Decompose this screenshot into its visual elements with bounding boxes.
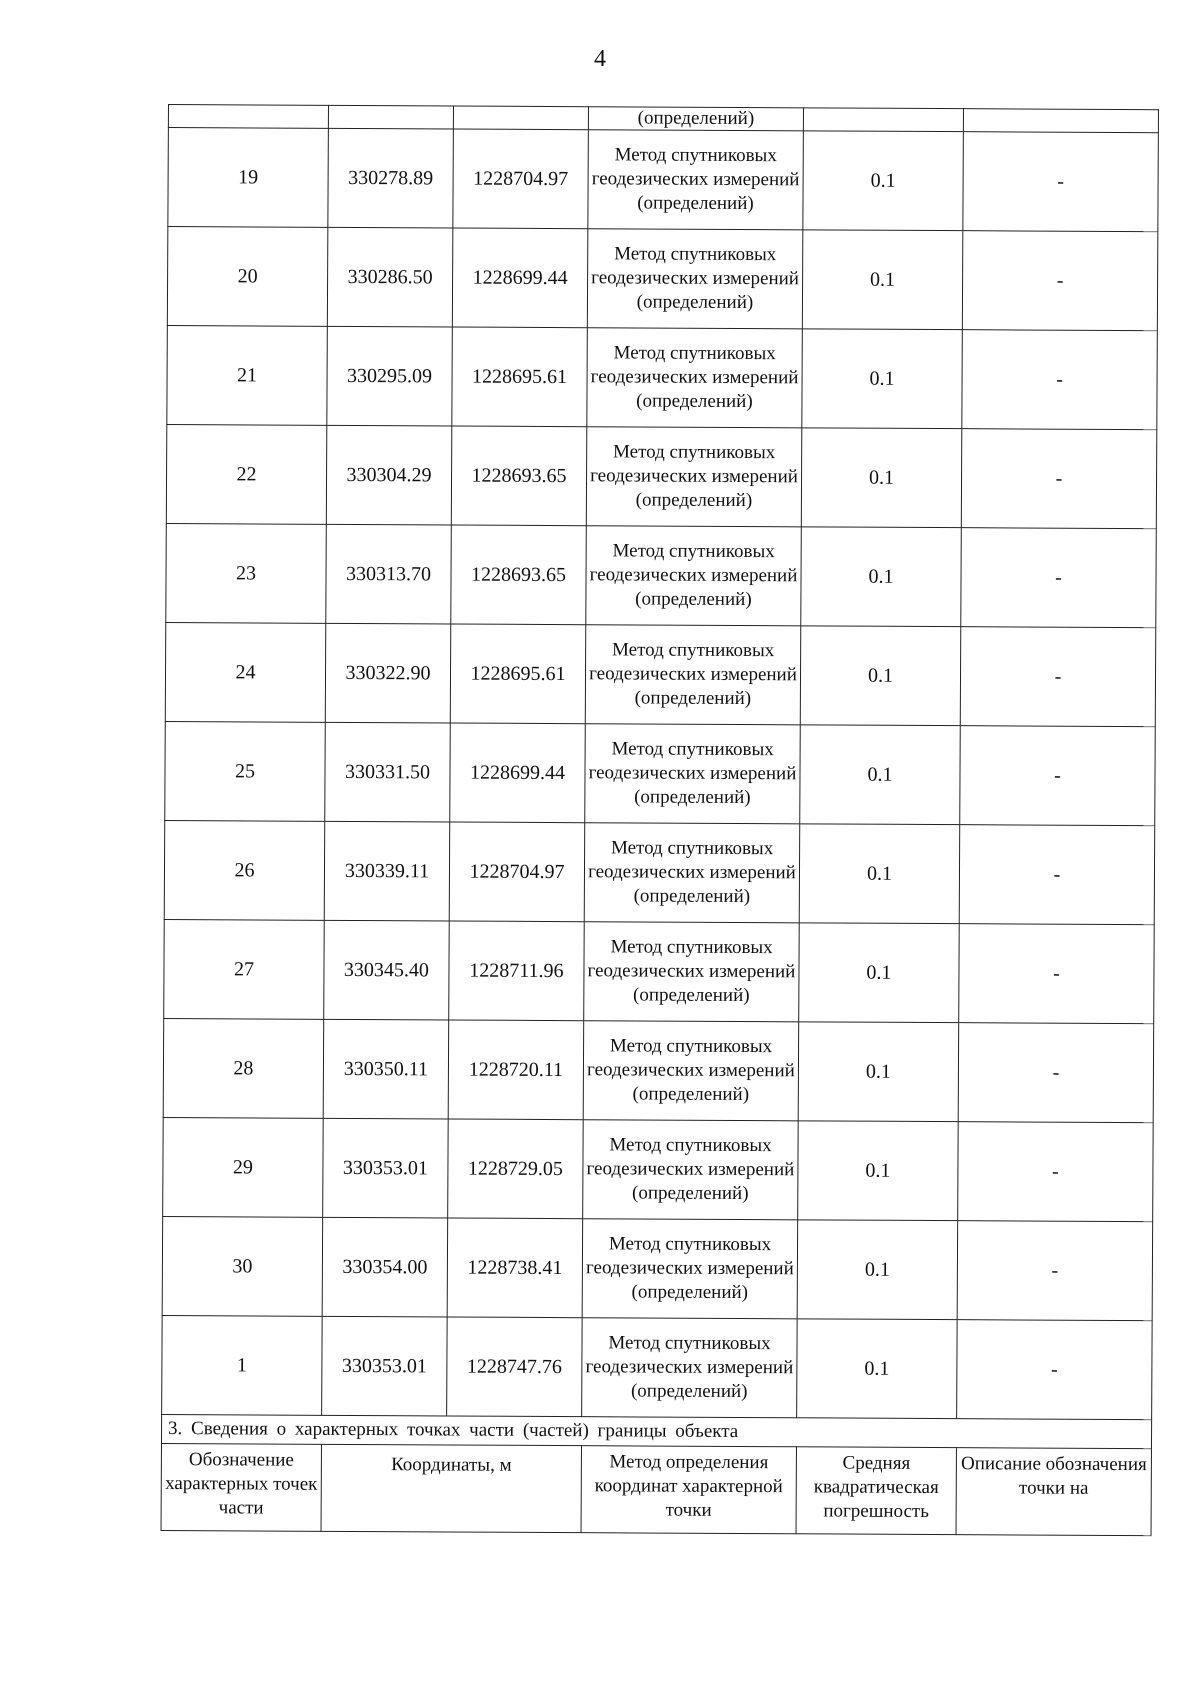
table-row [167, 325, 1158, 429]
method-cell: Метод спутниковых геодезических измерений (определений) [583, 1120, 799, 1220]
coord-x: 330339.11 [324, 821, 450, 921]
method-cell: Метод спутниковых геодезических измерений (определений) [585, 724, 801, 824]
point-number: 21 [167, 325, 328, 425]
coord-y: 1228747.76 [447, 1317, 583, 1417]
method-cell: Метод спутниковых геодезических измерений (определений) [586, 526, 802, 626]
coord-x: 330304.29 [326, 425, 452, 525]
coord-y: 1228695.61 [452, 327, 588, 427]
error-cell: 0.1 [803, 131, 964, 231]
method-cell: Метод спутниковых геодезических измерений (определений) [585, 625, 801, 725]
description-cell: - [962, 231, 1158, 331]
coord-y: 1228699.44 [452, 228, 588, 328]
coord-x: 330278.89 [328, 128, 454, 228]
section-3-title: 3. Сведения о характерных точках части (частей) границы объекта [161, 1414, 1151, 1448]
coord-y: 1228704.97 [453, 129, 589, 229]
method-cell: Метод спутниковых геодезических измерений (определений) [584, 823, 800, 923]
table-cell [963, 109, 1158, 133]
point-number: 26 [164, 820, 325, 920]
error-cell: 0.1 [799, 824, 960, 924]
point-number: 24 [165, 622, 326, 722]
table-cell [803, 108, 963, 132]
error-cell: 0.1 [797, 1319, 958, 1419]
table-row [163, 1117, 1154, 1221]
description-cell: - [961, 528, 1157, 628]
coord-y: 1228693.65 [451, 525, 587, 625]
error-cell: 0.1 [801, 527, 962, 627]
description-cell: - [963, 132, 1159, 232]
error-cell: 0.1 [798, 1121, 959, 1221]
coord-y: 1228695.61 [450, 624, 586, 724]
description-cell: - [961, 429, 1157, 529]
table-row [166, 424, 1157, 528]
coord-y: 1228729.05 [448, 1119, 584, 1219]
error-cell: 0.1 [802, 230, 963, 330]
point-number: 27 [164, 919, 325, 1019]
coordinates-table [161, 104, 1159, 1536]
method-cell: Метод спутниковых геодезических измерений (определений) [582, 1219, 798, 1319]
description-cell: - [962, 330, 1158, 430]
coord-x: 330354.00 [322, 1217, 448, 1317]
error-cell: 0.1 [798, 1022, 959, 1122]
table-row [163, 1018, 1154, 1122]
description-cell: - [958, 1122, 1154, 1222]
point-number: 28 [163, 1018, 324, 1118]
coord-y: 1228704.97 [449, 822, 585, 922]
table-row [164, 820, 1155, 924]
description-cell: - [957, 1320, 1153, 1420]
method-cell: Метод спутниковых геодезических измерений (определений) [587, 328, 803, 428]
point-number: 22 [166, 424, 327, 524]
error-cell: 0.1 [799, 923, 960, 1023]
coord-y: 1228699.44 [450, 723, 586, 823]
coord-y: 1228738.41 [447, 1218, 583, 1318]
point-number: 25 [165, 721, 326, 821]
point-number: 1 [162, 1315, 323, 1415]
table-row [162, 1216, 1153, 1320]
method-cell: Метод спутниковых геодезических измерений (определений) [584, 922, 800, 1022]
coord-x: 330350.11 [323, 1019, 449, 1119]
error-cell: 0.1 [800, 725, 961, 825]
method-cell: Метод спутниковых геодезических измерений (определений) [588, 130, 804, 230]
point-number: 20 [167, 227, 328, 327]
table-row [165, 721, 1156, 825]
header-error: Средняя квадратическая погрешность [796, 1447, 956, 1535]
coord-x: 330286.50 [327, 227, 453, 327]
header-coords: Координаты, м [321, 1444, 581, 1532]
coord-x: 330353.01 [322, 1316, 448, 1416]
table-row [162, 1315, 1153, 1419]
coordinates-table-sheet [161, 104, 1158, 1536]
section-3-header-row [161, 1443, 1151, 1535]
header-desc: Описание обозначения точки на [956, 1448, 1151, 1536]
error-cell: 0.1 [802, 329, 963, 429]
page-number: 4 [594, 46, 606, 72]
table-row [168, 128, 1159, 232]
description-cell: - [957, 1221, 1153, 1321]
coord-x: 330345.40 [324, 920, 450, 1020]
table-cell [453, 106, 588, 130]
table-cell [328, 105, 453, 129]
error-cell: 0.1 [801, 428, 962, 528]
table-row [167, 227, 1158, 331]
section-3-body [161, 1414, 1152, 1535]
header-method: Метод определения координат характерной точки [581, 1446, 796, 1534]
coord-x: 330353.01 [323, 1118, 449, 1218]
method-cell: Метод спутниковых геодезических измерений (определений) [587, 229, 803, 329]
point-number: 23 [166, 523, 327, 623]
error-cell: 0.1 [800, 626, 961, 726]
continuation-text: (определений) [588, 107, 803, 131]
coord-x: 330322.90 [325, 623, 451, 723]
coord-x: 330331.50 [325, 722, 451, 822]
coord-x: 330313.70 [326, 524, 452, 624]
table-row [164, 919, 1155, 1023]
description-cell: - [959, 825, 1155, 925]
description-cell: - [960, 726, 1156, 826]
description-cell: - [960, 627, 1156, 727]
method-cell: Метод спутниковых геодезических измерений (определений) [583, 1021, 799, 1121]
method-cell: Метод спутниковых геодезических измерений (определений) [586, 427, 802, 527]
table-row [165, 622, 1156, 726]
table-row [166, 523, 1157, 627]
method-cell: Метод спутниковых геодезических измерений (определений) [582, 1318, 798, 1418]
description-cell: - [959, 924, 1155, 1024]
error-cell: 0.1 [797, 1220, 958, 1320]
point-number: 19 [168, 128, 329, 228]
table-cell [168, 105, 328, 129]
point-number: 30 [162, 1216, 323, 1316]
coord-y: 1228693.65 [451, 426, 587, 526]
coord-x: 330295.09 [327, 326, 453, 426]
description-cell: - [958, 1023, 1154, 1123]
coord-y: 1228720.11 [448, 1020, 584, 1120]
header-point: Обозначение характерных точек части [161, 1443, 321, 1531]
coord-y: 1228711.96 [449, 921, 585, 1021]
point-rows [162, 128, 1159, 1420]
point-number: 29 [163, 1117, 324, 1217]
